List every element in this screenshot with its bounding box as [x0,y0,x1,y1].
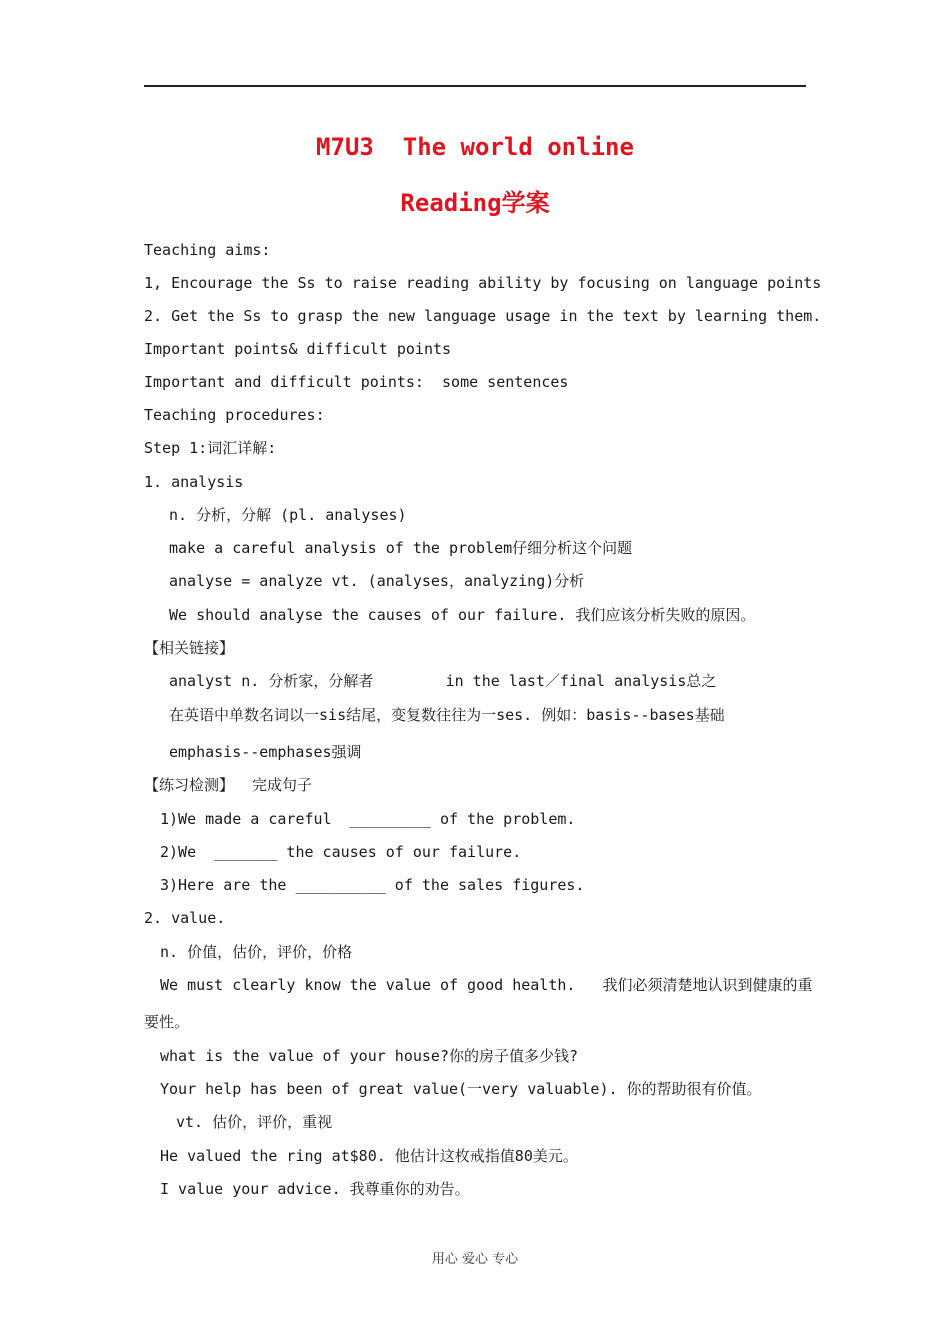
text-line-analysis-example-1: make a careful analysis of the problem仔细分析这个问题 [169,539,633,557]
text-line-practice-heading: 【练习检测】 完成句子 [144,776,313,794]
document-title: M7U3 The world online [316,133,634,161]
text-line-value-example-1-cont: 要性。 [144,1013,190,1031]
exercise-item-3: 3)Here are the __________ of the sales figures. [160,876,585,894]
text-line-analysis-heading: 1. analysis [144,473,244,491]
text-line-analyse-verb: analyse = analyze vt. (analyses，analyzing)分析 [169,572,585,590]
text-line-value-verb: vt. 估价，评价，重视 [176,1113,333,1131]
exercise-item-2: 2)We _______ the causes of our failure. [160,843,522,861]
text-line-important-difficult: Important and difficult points: some sentences [144,373,569,391]
text-line-value-example-3: Your help has been of great value(一very valuable). 你的帮助很有价值。 [160,1080,762,1098]
page-footer: 用心 爱心 专心 [431,1252,519,1267]
text-line-step-1: Step 1:词汇详解: [144,439,277,457]
text-line-aim-2: 2. Get the Ss to grasp the new language usage in the text by learning them. [144,307,822,325]
text-line-value-verb-example-2: I value your advice. 我尊重你的劝告。 [160,1180,470,1198]
text-line-analysis-noun: n. 分析，分解 (pl. analyses) [169,506,407,524]
header-rule [144,85,806,87]
text-line-analyst: analyst n. 分析家，分解者 in the last／final analysis总之 [169,672,717,690]
text-line-value-noun: n. 价值，估价，评价，价格 [160,943,353,961]
text-line-value-example-1: We must clearly know the value of good health. 我们必须清楚地认识到健康的重 [160,976,813,994]
exercise-item-1: 1)We made a careful _________ of the problem. [160,810,576,828]
text-line-teaching-aims: Teaching aims: [144,241,271,259]
text-line-procedures: Teaching procedures: [144,406,325,424]
text-line-value-heading: 2. value. [144,909,226,927]
text-line-important-points: Important points& difficult points [144,340,452,358]
text-line-analyse-example: We should analyse the causes of our failure. 我们应该分析失败的原因。 [169,606,756,624]
text-line-related-links: 【相关链接】 [144,639,235,657]
text-line-aim-1: 1, Encourage the Ss to raise reading ability by focusing on language points [144,274,822,292]
text-line-value-example-2: what is the value of your house?你的房子值多少钱? [160,1047,579,1065]
text-line-plural-rule: 在英语中单数名词以一sis结尾，变复数往往为一ses. 例如：basis--bases基础 [169,706,725,724]
text-line-emphasis: emphasis--emphases强调 [169,743,362,761]
text-line-value-verb-example-1: He valued the ring at$80. 他估计这枚戒指值80美元。 [160,1147,578,1165]
document-subtitle: Reading学案 [400,189,550,217]
